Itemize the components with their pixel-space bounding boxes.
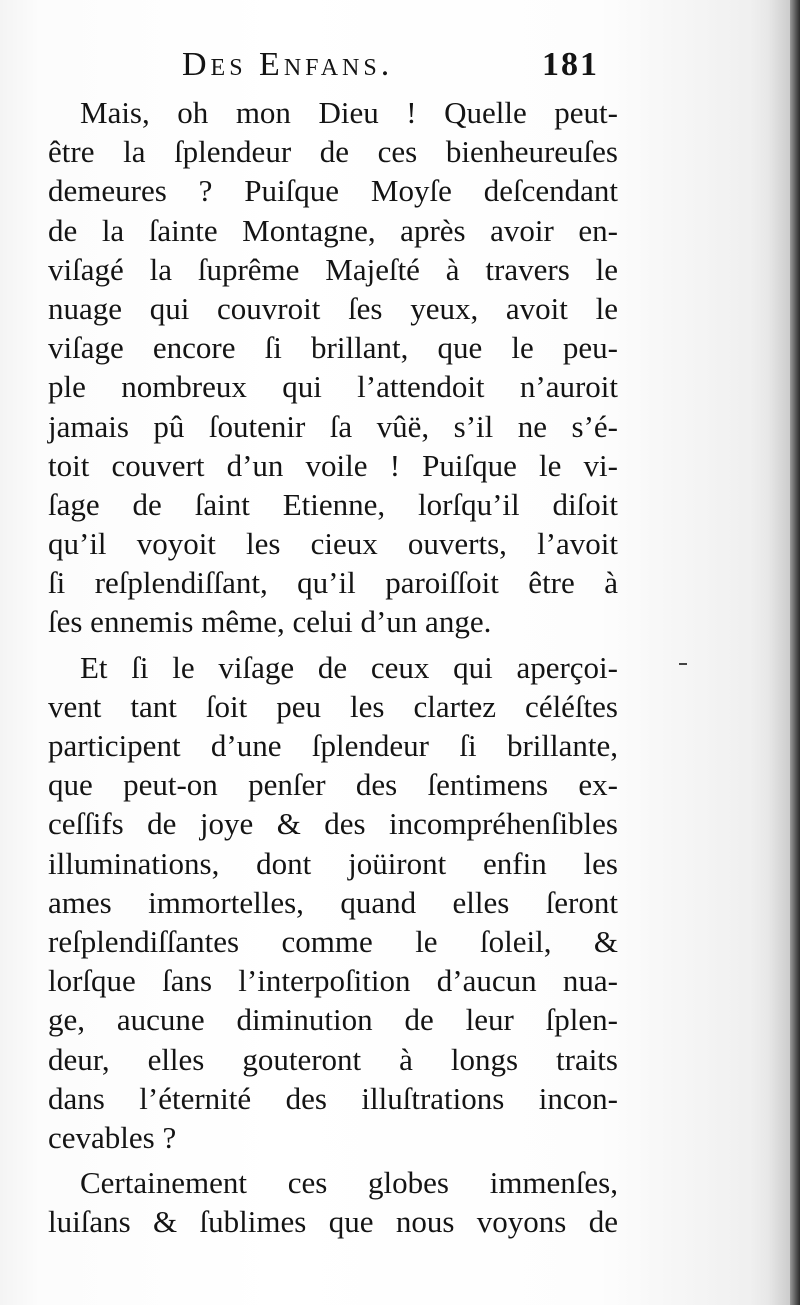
running-title: Des Enfans. [182,46,394,83]
paragraph-2 [48,648,618,1157]
text-line: Et ſi le viſage de ceux qui aperçoi- [80,649,618,685]
text-line: vent tant ſoit peu les clartez céléſtes [48,688,618,724]
text-line: dans l’éternité des illuſtrations incon- [48,1080,618,1116]
page-edge-shadow [750,0,790,1305]
paragraph-3 [48,1163,618,1241]
text-line: viſagé la ſuprême Majeſté à travers le [48,251,618,287]
text-line: participent d’une ſplendeur ſi brillante, [48,728,618,763]
text-line: nuage qui couvroit ſes yeux, avoit le [48,290,618,326]
page-number: 181 [542,46,599,83]
paragraph-1 [48,93,618,642]
text-line: cevables ? [48,1119,177,1155]
text-line: Mais, oh mon Dieu ! Quelle peut- [80,95,618,130]
body-text [48,93,618,1241]
text-line: ſes ennemis même, celui d’un ange. [48,604,492,640]
text-line: luiſans & ſublimes que nous voyons de [48,1204,618,1240]
text-line: ceſſifs de joye & des incompréhenſibles [48,806,618,842]
text-line: reſplendiſſantes comme le ſoleil, & [48,923,618,959]
book-spine-edge [790,0,800,1305]
text-line: illuminations, dont joüiront enfin les [48,845,618,881]
text-line: ames immortelles, quand elles ſeront [48,884,618,920]
text-line: viſage encore ſi brillant, que le peu- [48,330,618,366]
text-line: deur, elles gouteront à longs traits [48,1041,618,1077]
text-line: être la ſplendeur de ces bienheureuſes [48,134,618,170]
text-line: de la ſainte Montagne, après avoir en- [48,212,618,248]
text-line: Certainement ces globes immenſes, [80,1165,618,1201]
text-line: lorſque ſans l’interpoſition d’aucun nua- [48,963,618,999]
text-line: ſi reſplendiſſant, qu’il paroiſſoit être à [48,565,618,601]
text-line: demeures ? Puiſque Moyſe deſcendant [48,173,618,209]
text-line: jamais pû ſoutenir ſa vûë, s’il ne s’é- [48,408,618,444]
text-line: ſage de ſaint Etienne, lorſqu’il diſoit [48,486,618,522]
text-line: que peut-on penſer des ſentimens ex- [48,767,618,803]
text-line: ge, aucune diminution de leur ſplen- [48,1002,618,1038]
text-line: ple nombreux qui l’attendoit n’auroit [48,369,618,405]
page-header [0,42,800,92]
text-line: toit couvert d’un voile ! Puiſque le vi- [48,447,618,483]
text-line: qu’il voyoit les cieux ouverts, l’avoit [48,526,618,562]
margin-mark [679,663,687,665]
